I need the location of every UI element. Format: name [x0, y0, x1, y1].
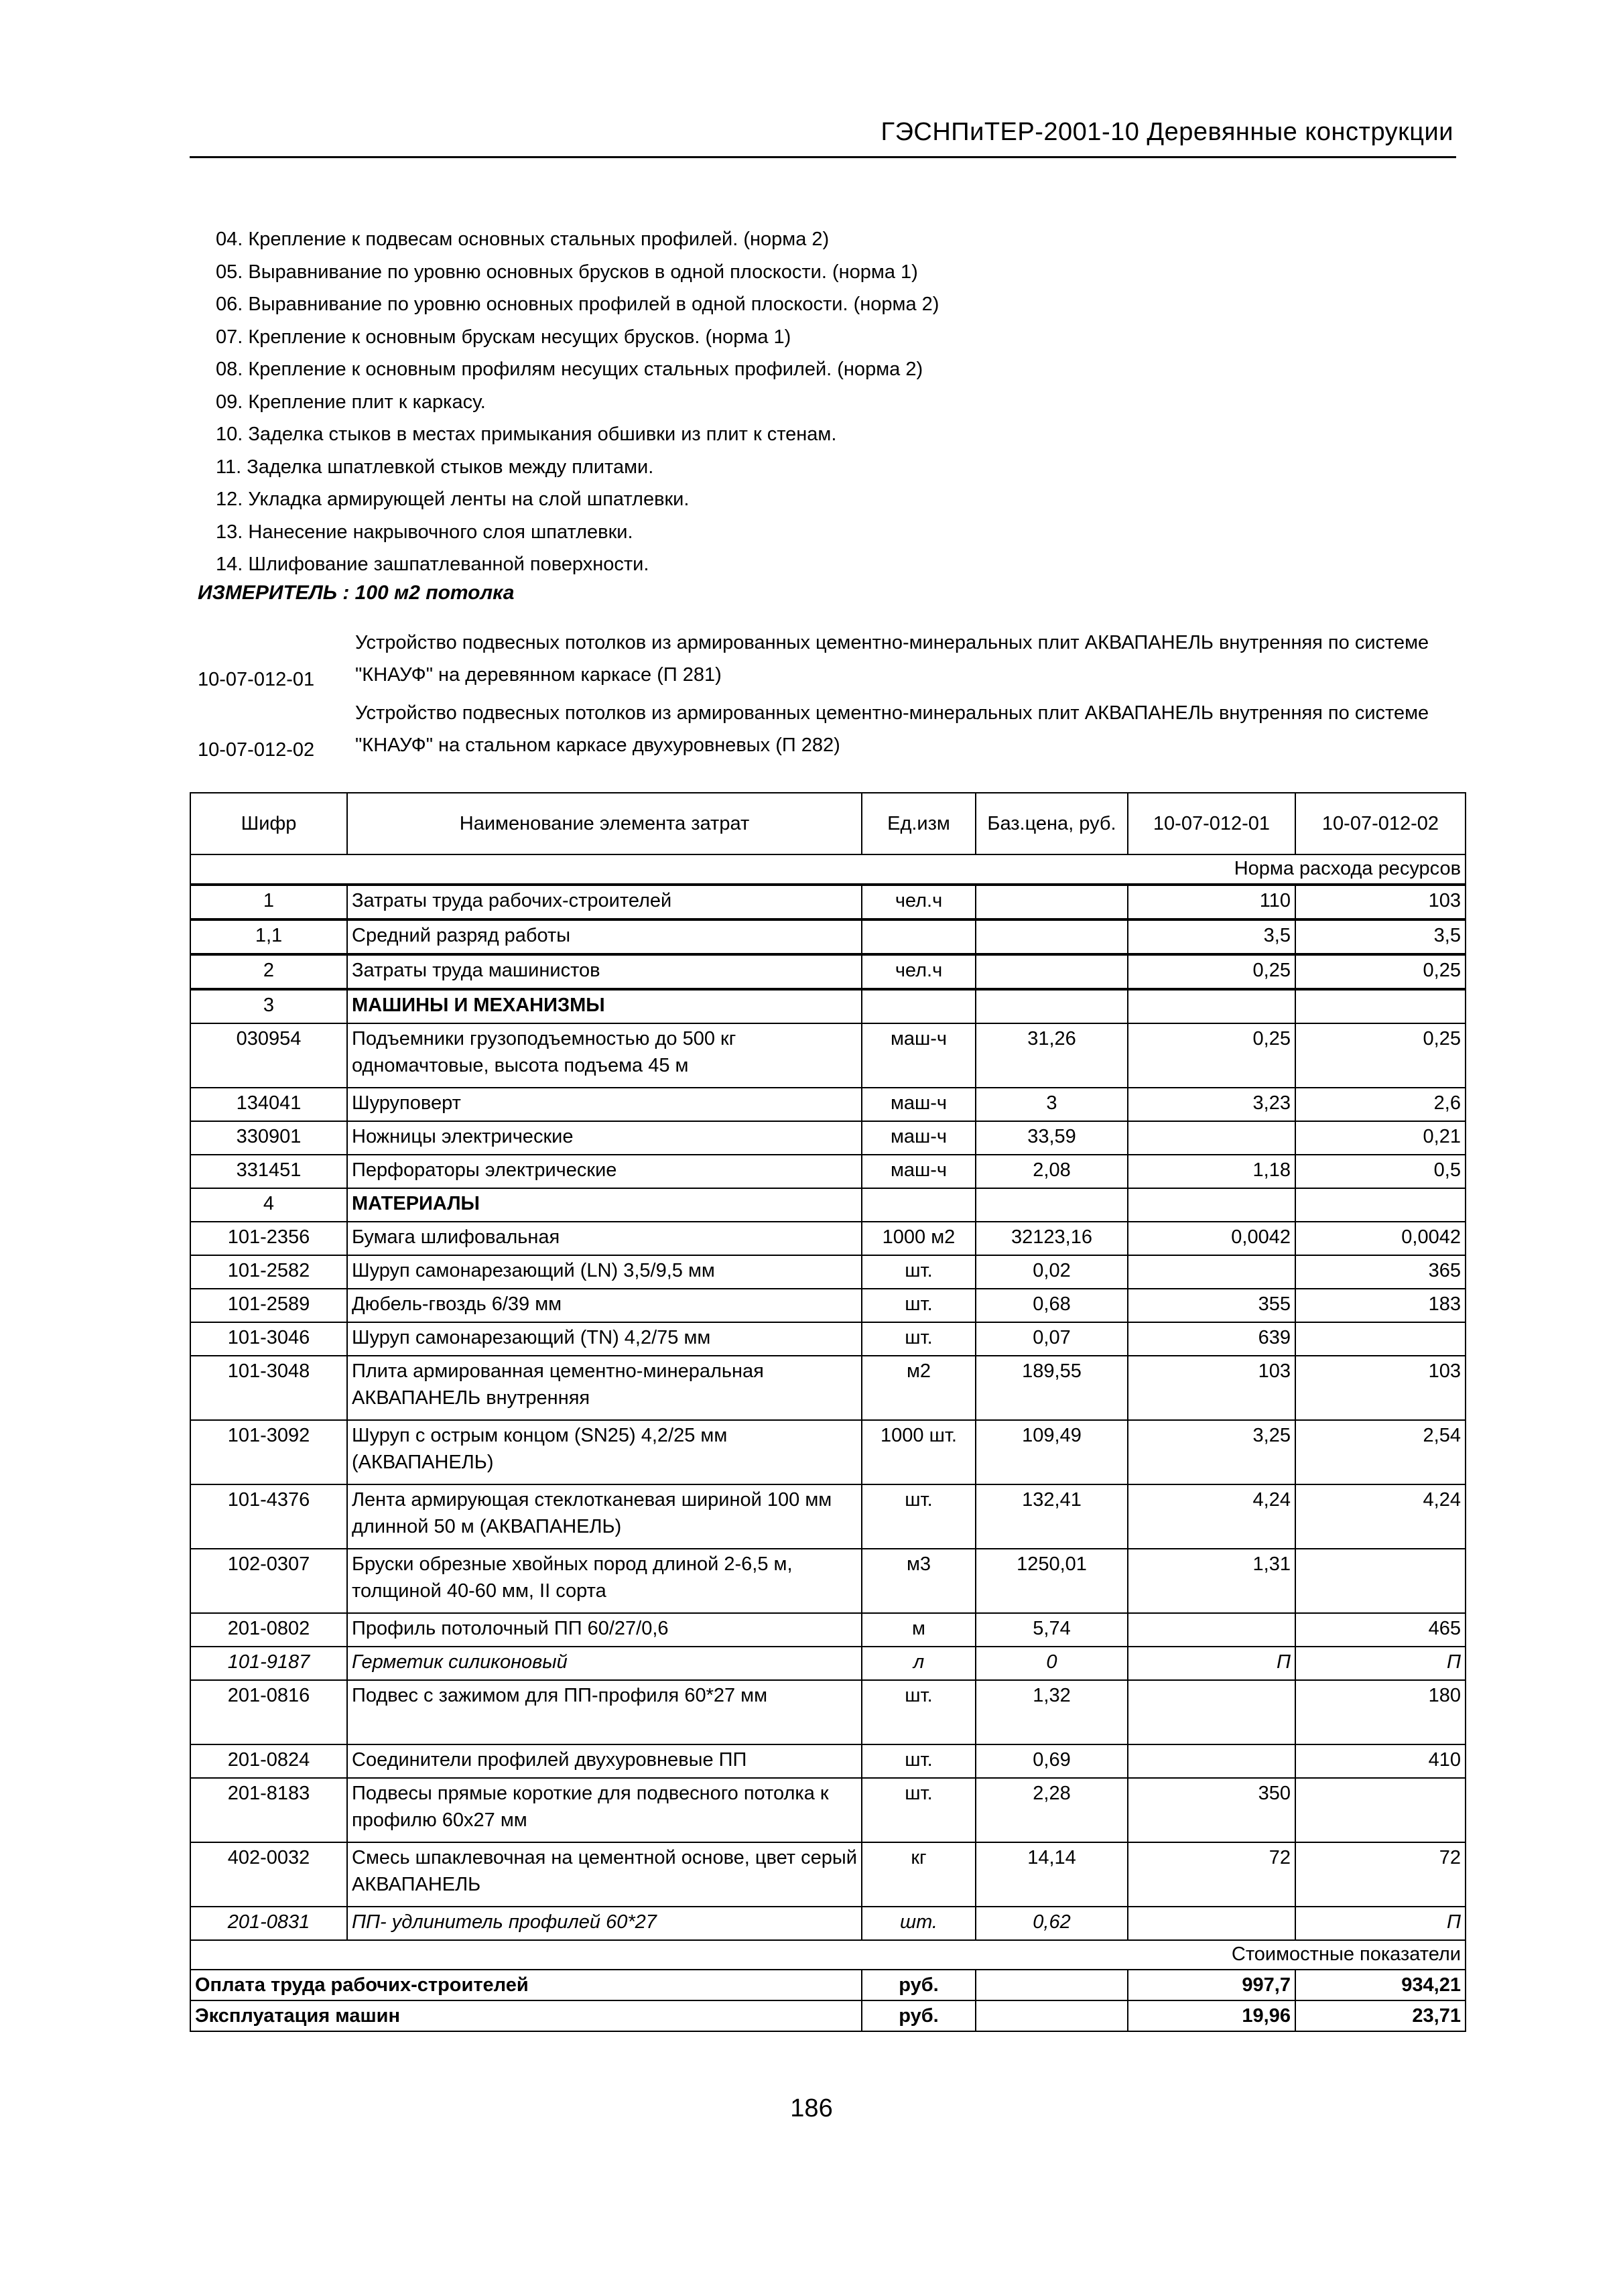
cell-name: Подъемники грузоподъемностью до 500 кг одномачтовые, высота подъема 45 м	[347, 1023, 862, 1088]
cell-value-1	[1128, 1613, 1295, 1647]
cell-unit: шт.	[862, 1778, 976, 1842]
cell-value-1: 355	[1128, 1289, 1295, 1322]
total-row	[190, 1970, 1466, 2000]
cell-unit	[862, 989, 976, 1023]
cell-value-2: 23,71	[1295, 2000, 1466, 2031]
cell-code: 101-3092	[190, 1420, 347, 1484]
cell-code: 330901	[190, 1121, 347, 1155]
cell-name: Шуруп с острым концом (SN25) 4,2/25 мм (АКВАПАНЕЛЬ)	[347, 1420, 862, 1484]
cell-unit: м2	[862, 1356, 976, 1420]
table-row	[190, 1680, 1466, 1744]
cell-value-2	[1295, 1188, 1466, 1222]
cell-price	[976, 954, 1128, 989]
table-row	[190, 1322, 1466, 1356]
table-row	[190, 1255, 1466, 1289]
cell-name: Дюбель-гвоздь 6/39 мм	[347, 1289, 862, 1322]
cell-price: 189,55	[976, 1356, 1128, 1420]
table-row	[190, 989, 1466, 1023]
cell-value-1	[1128, 989, 1295, 1023]
cell-value-2: 0,21	[1295, 1121, 1466, 1155]
cell-name: Подвес с зажимом для ПП-профиля 60*27 мм	[347, 1680, 862, 1744]
cell-code: 101-2582	[190, 1255, 347, 1289]
cell-price: 1,32	[976, 1680, 1128, 1744]
cell-value-2: 180	[1295, 1680, 1466, 1744]
cell-unit: маш-ч	[862, 1088, 976, 1121]
cell-price: 0,69	[976, 1744, 1128, 1778]
cell-value-2: 465	[1295, 1613, 1466, 1647]
cell-value-2: 2,6	[1295, 1088, 1466, 1121]
cell-price: 1250,01	[976, 1549, 1128, 1613]
table-row	[190, 1842, 1466, 1907]
cell-unit: чел.ч	[862, 885, 976, 919]
cell-value-2: 183	[1295, 1289, 1466, 1322]
cell-price: 109,49	[976, 1420, 1128, 1484]
norm-description: Устройство подвесных потолков из армированных цементно-минеральных плит АКВАПАНЕЛЬ внутренняя по системе "КНАУФ" на стальном каркасе двухуровневых (П 282)	[355, 702, 1429, 756]
column-header: 10-07-012-01	[1128, 793, 1295, 854]
cell-code: 134041	[190, 1088, 347, 1121]
cell-unit: шт.	[862, 1680, 976, 1744]
cell-unit: маш-ч	[862, 1023, 976, 1088]
cell-value-1	[1128, 1255, 1295, 1289]
cell-name: Шуруповерт	[347, 1088, 862, 1121]
cell-value-1: 110	[1128, 885, 1295, 919]
cell-code: 4	[190, 1188, 347, 1222]
cell-value-2: 103	[1295, 1356, 1466, 1420]
cell-name: Средний разряд работы	[347, 919, 862, 954]
cell-name: Затраты труда машинистов	[347, 954, 862, 989]
cell-value-1: 0,25	[1128, 954, 1295, 989]
cell-unit: руб.	[862, 2000, 976, 2031]
cell-value-2: 0,0042	[1295, 1222, 1466, 1255]
norm-code: 10-07-012-02	[198, 739, 315, 761]
document-header-title: ГЭСНПиТЕР-2001-10 Деревянные конструкции	[881, 118, 1453, 146]
cell-value-2: 934,21	[1295, 1970, 1466, 2000]
cell-value-2	[1295, 989, 1466, 1023]
column-header: 10-07-012-02	[1295, 793, 1466, 854]
table-row	[190, 1155, 1466, 1188]
cell-value-1: 3,23	[1128, 1088, 1295, 1121]
cell-price: 2,28	[976, 1778, 1128, 1842]
cell-name: Подвесы прямые короткие для подвесного потолка к профилю 60х27 мм	[347, 1778, 862, 1842]
cell-name: ПП- удлинитель профилей 60*27	[347, 1907, 862, 1940]
cell-code: 101-2356	[190, 1222, 347, 1255]
cell-unit: маш-ч	[862, 1121, 976, 1155]
cell-name: Профиль потолочный ПП 60/27/0,6	[347, 1613, 862, 1647]
cell-value-1: 0,25	[1128, 1023, 1295, 1088]
cell-code: 030954	[190, 1023, 347, 1088]
cell-value-2: 72	[1295, 1842, 1466, 1907]
cell-value-1	[1128, 1680, 1295, 1744]
work-step: 05. Выравнивание по уровню основных брусков в одной плоскости. (норма 1)	[216, 261, 918, 283]
norm-caption-row	[190, 854, 1466, 885]
cell-value-1: 639	[1128, 1322, 1295, 1356]
work-step: 13. Нанесение накрывочного слоя шпатлевки.	[216, 521, 633, 543]
cell-value-1: 103	[1128, 1356, 1295, 1420]
work-step: 14. Шлифование зашпатлеванной поверхности.	[216, 554, 649, 575]
cell-price	[976, 2000, 1128, 2031]
cell-price: 33,59	[976, 1121, 1128, 1155]
measure-unit: ИЗМЕРИТЕЛЬ : 100 м2 потолка	[198, 582, 515, 604]
cell-unit: шт.	[862, 1907, 976, 1940]
cell-price: 2,08	[976, 1155, 1128, 1188]
cell-name: Соединители профилей двухуровневые ПП	[347, 1744, 862, 1778]
cell-price: 0,07	[976, 1322, 1128, 1356]
cell-name: Бумага шлифовальная	[347, 1222, 862, 1255]
cell-value-2: 365	[1295, 1255, 1466, 1289]
cell-price: 31,26	[976, 1023, 1128, 1088]
cell-value-1: 4,24	[1128, 1484, 1295, 1549]
table-row	[190, 1188, 1466, 1222]
cell-name: Затраты труда рабочих-строителей	[347, 885, 862, 919]
cell-name: Плита армированная цементно-минеральная АКВАПАНЕЛЬ внутренняя	[347, 1356, 862, 1420]
cost-caption: Стоимостные показатели	[190, 1940, 1466, 1970]
cell-unit: шт.	[862, 1484, 976, 1549]
cell-price: 5,74	[976, 1613, 1128, 1647]
table-row	[190, 1420, 1466, 1484]
work-step: 08. Крепление к основным профилям несущих стальных профилей. (норма 2)	[216, 359, 923, 380]
cell-value-2: 103	[1295, 885, 1466, 919]
table-row	[190, 885, 1466, 919]
cell-name: Шуруп самонарезающий (LN) 3,5/9,5 мм	[347, 1255, 862, 1289]
cell-name: Шуруп самонарезающий (TN) 4,2/75 мм	[347, 1322, 862, 1356]
cell-code: 1,1	[190, 919, 347, 954]
cell-code: 402-0032	[190, 1842, 347, 1907]
cell-price: 0,02	[976, 1255, 1128, 1289]
table-row	[190, 1778, 1466, 1842]
cell-code: 201-0802	[190, 1613, 347, 1647]
table-row	[190, 1549, 1466, 1613]
table-row	[190, 1023, 1466, 1088]
cell-value-1: 1,31	[1128, 1549, 1295, 1613]
cell-code: 101-4376	[190, 1484, 347, 1549]
cell-name: Лента армирующая стеклотканевая шириной 100 мм длинной 50 м (АКВАПАНЕЛЬ)	[347, 1484, 862, 1549]
cell-price: 14,14	[976, 1842, 1128, 1907]
cell-code: 201-8183	[190, 1778, 347, 1842]
cell-value-2: П	[1295, 1647, 1466, 1680]
cell-value-2: 0,25	[1295, 954, 1466, 989]
column-header: Наименование элемента затрат	[347, 793, 862, 854]
work-step: 07. Крепление к основным брускам несущих брусков. (норма 1)	[216, 326, 791, 348]
work-steps-list	[216, 223, 939, 581]
cell-price	[976, 1970, 1128, 2000]
cell-name: Бруски обрезные хвойных пород длиной 2-6,5 м, толщиной 40-60 мм, II сорта	[347, 1549, 862, 1613]
total-name: Эксплуатация машин	[190, 2000, 862, 2031]
cell-name: Смесь шпаклевочная на цементной основе, цвет серый АКВАПАНЕЛЬ	[347, 1842, 862, 1907]
cell-unit: шт.	[862, 1322, 976, 1356]
cell-price	[976, 1188, 1128, 1222]
cell-value-2: 2,54	[1295, 1420, 1466, 1484]
cell-unit: шт.	[862, 1289, 976, 1322]
cell-name: Ножницы электрические	[347, 1121, 862, 1155]
table-header-row	[190, 793, 1466, 854]
cell-name: Герметик силиконовый	[347, 1647, 862, 1680]
table-row	[190, 1613, 1466, 1647]
cell-value-2: 4,24	[1295, 1484, 1466, 1549]
norm-variant	[198, 627, 1471, 691]
cell-price	[976, 885, 1128, 919]
work-step: 11. Заделка шпатлевкой стыков между плитами.	[216, 456, 654, 478]
cell-value-1: 3,5	[1128, 919, 1295, 954]
cell-value-1	[1128, 1907, 1295, 1940]
cell-value-1: 72	[1128, 1842, 1295, 1907]
table-row	[190, 1907, 1466, 1940]
table-row	[190, 1484, 1466, 1549]
column-header: Ед.изм	[862, 793, 976, 854]
resource-table	[190, 792, 1466, 2032]
cell-price: 0,68	[976, 1289, 1128, 1322]
cell-value-1: 3,25	[1128, 1420, 1295, 1484]
cost-caption-row	[190, 1940, 1466, 1970]
cell-code: 101-9187	[190, 1647, 347, 1680]
cell-unit: м3	[862, 1549, 976, 1613]
cell-price: 32123,16	[976, 1222, 1128, 1255]
table-row	[190, 1121, 1466, 1155]
cell-code: 3	[190, 989, 347, 1023]
cell-value-1: П	[1128, 1647, 1295, 1680]
cell-code: 1	[190, 885, 347, 919]
work-step: 06. Выравнивание по уровню основных профилей в одной плоскости. (норма 2)	[216, 294, 939, 315]
cell-code: 101-2589	[190, 1289, 347, 1322]
cell-unit: руб.	[862, 1970, 976, 2000]
cell-code: 102-0307	[190, 1549, 347, 1613]
norm-code: 10-07-012-01	[198, 669, 315, 690]
cell-value-2	[1295, 1322, 1466, 1356]
cell-value-1: 19,96	[1128, 2000, 1295, 2031]
cell-code: 331451	[190, 1155, 347, 1188]
cell-value-2: 410	[1295, 1744, 1466, 1778]
cell-value-1	[1128, 1188, 1295, 1222]
table-row	[190, 1289, 1466, 1322]
cell-code: 101-3046	[190, 1322, 347, 1356]
cell-value-2: 0,5	[1295, 1155, 1466, 1188]
cell-value-1: 0,0042	[1128, 1222, 1295, 1255]
cell-value-2: 3,5	[1295, 919, 1466, 954]
cell-unit	[862, 1188, 976, 1222]
cell-name: Перфораторы электрические	[347, 1155, 862, 1188]
table-row	[190, 1744, 1466, 1778]
norm-description: Устройство подвесных потолков из армированных цементно-минеральных плит АКВАПАНЕЛЬ внутренняя по системе "КНАУФ" на деревянном каркасе (П 281)	[355, 632, 1429, 686]
column-header: Шифр	[190, 793, 347, 854]
cell-unit: маш-ч	[862, 1155, 976, 1188]
cell-unit: чел.ч	[862, 954, 976, 989]
cell-code: 201-0824	[190, 1744, 347, 1778]
cell-code: 101-3048	[190, 1356, 347, 1420]
work-step: 09. Крепление плит к каркасу.	[216, 391, 486, 413]
cell-unit: шт.	[862, 1255, 976, 1289]
work-step: 12. Укладка армирующей ленты на слой шпатлевки.	[216, 489, 690, 510]
cell-value-1: 350	[1128, 1778, 1295, 1842]
cell-price: 132,41	[976, 1484, 1128, 1549]
table-row	[190, 1088, 1466, 1121]
column-header: Баз.цена, руб.	[976, 793, 1128, 854]
table-row	[190, 1222, 1466, 1255]
cell-price	[976, 919, 1128, 954]
cell-unit: м	[862, 1613, 976, 1647]
cell-value-2: 0,25	[1295, 1023, 1466, 1088]
table-row	[190, 954, 1466, 989]
work-step: 10. Заделка стыков в местах примыкания обшивки из плит к стенам.	[216, 424, 837, 445]
table-row	[190, 1647, 1466, 1680]
cell-value-2: П	[1295, 1907, 1466, 1940]
cell-price: 0	[976, 1647, 1128, 1680]
cell-value-1: 1,18	[1128, 1155, 1295, 1188]
cell-code: 201-0831	[190, 1907, 347, 1940]
cell-unit: шт.	[862, 1744, 976, 1778]
cell-code: 2	[190, 954, 347, 989]
cell-value-2	[1295, 1778, 1466, 1842]
cell-unit: кг	[862, 1842, 976, 1907]
page-number: 186	[790, 2094, 833, 2122]
cell-value-1: 997,7	[1128, 1970, 1295, 2000]
table-row	[190, 919, 1466, 954]
cell-price: 0,62	[976, 1907, 1128, 1940]
total-name: Оплата труда рабочих-строителей	[190, 1970, 862, 2000]
cell-unit: л	[862, 1647, 976, 1680]
work-step: 04. Крепление к подвесам основных стальных профилей. (норма 2)	[216, 229, 830, 250]
header-rule	[190, 156, 1456, 158]
cell-name: МАШИНЫ И МЕХАНИЗМЫ	[347, 989, 862, 1023]
total-row	[190, 2000, 1466, 2031]
norm-variant	[198, 697, 1471, 761]
cell-unit: 1000 м2	[862, 1222, 976, 1255]
cell-value-1	[1128, 1744, 1295, 1778]
cell-unit: 1000 шт.	[862, 1420, 976, 1484]
cell-code: 201-0816	[190, 1680, 347, 1744]
cell-unit	[862, 919, 976, 954]
cell-value-1	[1128, 1121, 1295, 1155]
cell-name: МАТЕРИАЛЫ	[347, 1188, 862, 1222]
norm-caption: Норма расхода ресурсов	[190, 854, 1466, 885]
table-row	[190, 1356, 1466, 1420]
cell-value-2	[1295, 1549, 1466, 1613]
cell-price	[976, 989, 1128, 1023]
cell-price: 3	[976, 1088, 1128, 1121]
